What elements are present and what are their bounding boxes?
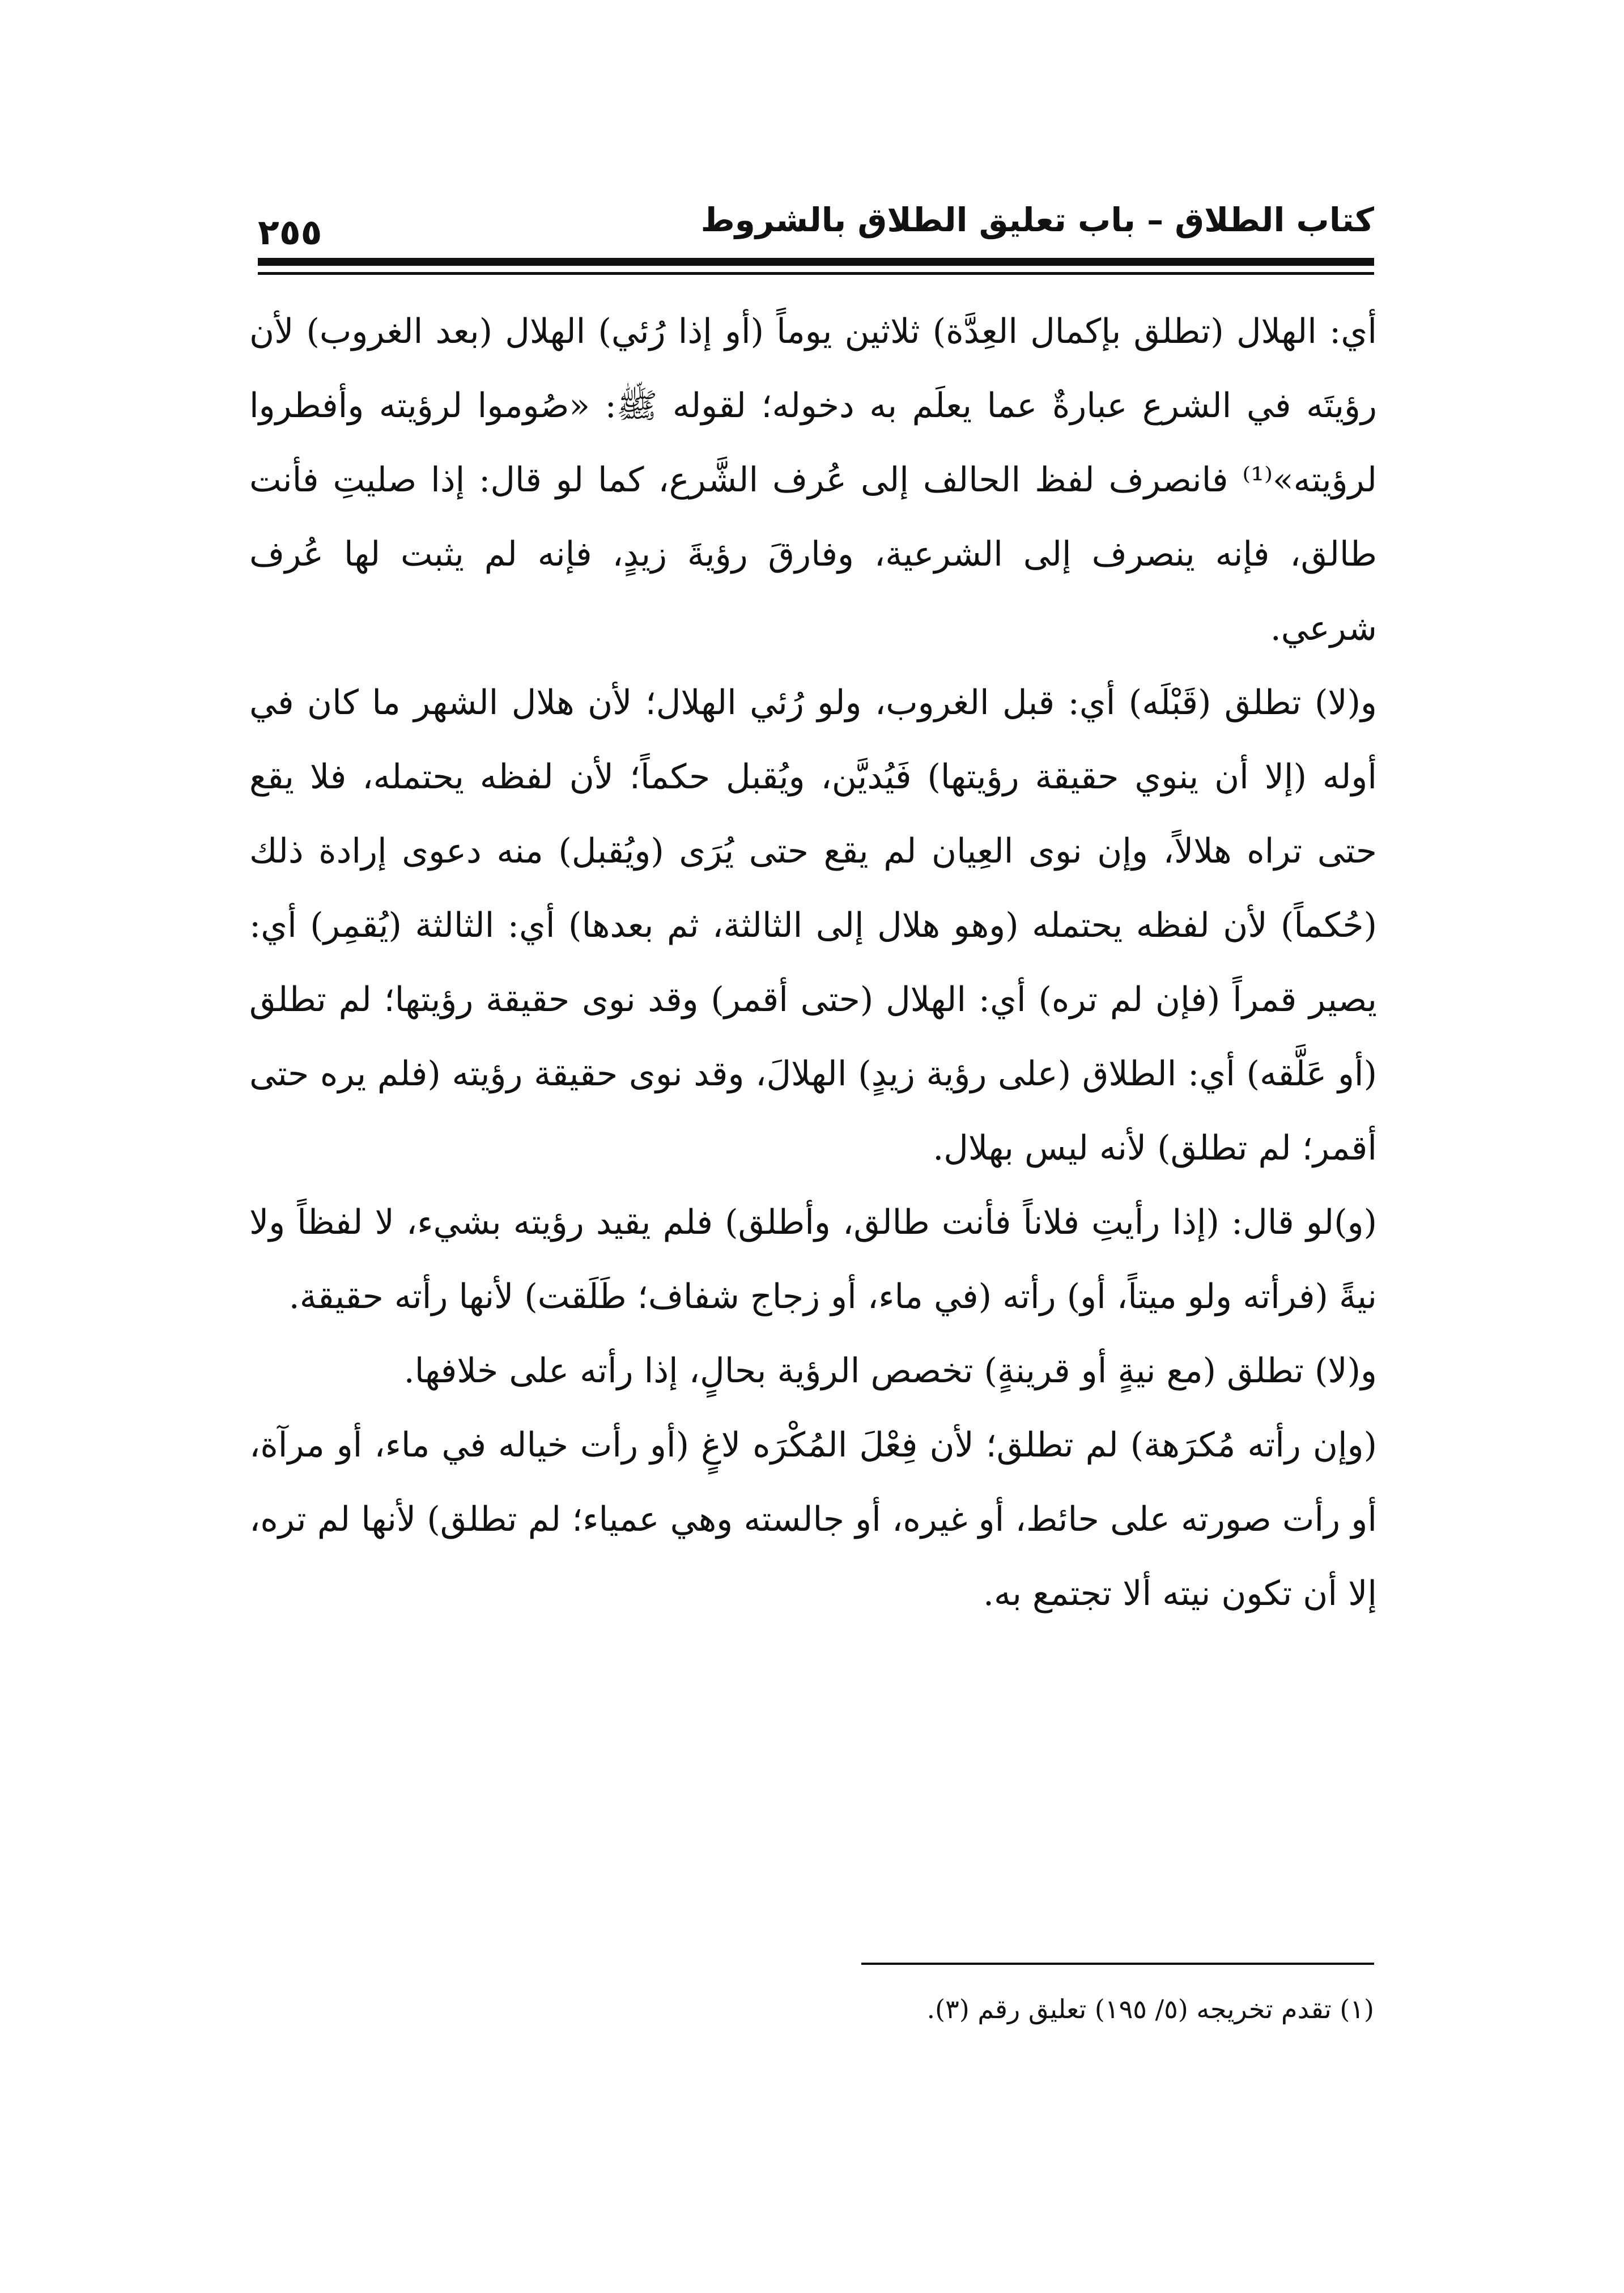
header-rule-thin xyxy=(258,272,1374,275)
page-number: ٢٥٥ xyxy=(258,211,322,253)
footnote: (١) تقدم تخريجه (٥/ ١٩٥) تعليق رقم (٣). xyxy=(926,1994,1374,2024)
chapter-title: كتاب الطلاق – باب تعليق الطلاق بالشروط xyxy=(700,201,1374,239)
running-header xyxy=(258,193,1374,253)
paragraph: (و)لو قال: (إذا رأيتِ فلاناً فأنت طالق، وأطلق) فلم يقيد رؤيته بشيء، لا لفظاً ولا نيةً (فرأته ولو ميتاً، أو) رأته (في ماء، أو زجاج شفاف؛ طَلَقت) لأنها رأته حقيقة. xyxy=(249,1203,1377,1317)
header-rule-thick xyxy=(258,258,1374,266)
main-text xyxy=(249,295,1377,1631)
paragraph: (وإن رأته مُكرَهة) لم تطلق؛ لأن فِعْلَ المُكْرَه لاغٍ (أو رأت خياله في ماء، أو مرآة، أو رأت صورته على حائط، أو غيره، أو جالسته وهي عمياء؛ لم تطلق) لأنها لم تره، إلا أن تكون نيته ألا تجتمع به. xyxy=(249,1425,1377,1613)
paragraph: و(لا) تطلق (قَبْلَه) أي: قبل الغروب، ولو رُئي الهلال؛ لأن هلال الشهر ما كان في أوله (إلا أن ينوي حقيقة رؤيتها) فَيُديَّن، ويُقبل حكماً؛ لأن لفظه يحتمله، فلا يقع حتى تراه هلالاً، وإن نوى العِيان لم يقع حتى يُرَى (ويُقبل) منه دعوى إرادة ذلك (حُكماً) لأن لفظه يحتمله (وهو هلال إلى الثالثة، ثم بعدها) أي: الثالثة (يُقمِر) أي: يصير قمراً (فإن لم تره) أي: الهلال (حتى أقمر) وقد نوى حقيقة رؤيتها؛ لم تطلق (أو عَلَّقه) أي: الطلاق (على رؤية زيدٍ) الهلالَ، وقد نوى حقيقة رؤيته (فلم يره حتى أقمر؛ لم تطلق) لأنه ليس بهلال. xyxy=(249,683,1377,1168)
paragraph: و(لا) تطلق (مع نيةٍ أو قرينةٍ) تخصص الرؤية بحالٍ، إذا رأته على خلافها. xyxy=(403,1351,1377,1391)
footnote-separator xyxy=(861,1963,1374,1965)
paragraph: أي: الهلال (تطلق بإكمال العِدَّة) ثلاثين يوماً (أو إذا رُئي) الهلال (بعد الغروب) لأن رؤيتَه في الشرع عبارةٌ عما يعلَم به دخوله؛ لقوله ﷺ: «صُوموا لرؤيته وأفطروا لرؤيته»⁽¹⁾ فانصرف لفظ الحالف إلى عُرف الشَّرع، كما لو قال: إذا صليتِ فأنت طالق، فإنه ينصرف إلى الشرعية، وفارقَ رؤيةَ زيدٍ، فإنه لم يثبت لها عُرف شرعي. xyxy=(249,312,1377,648)
